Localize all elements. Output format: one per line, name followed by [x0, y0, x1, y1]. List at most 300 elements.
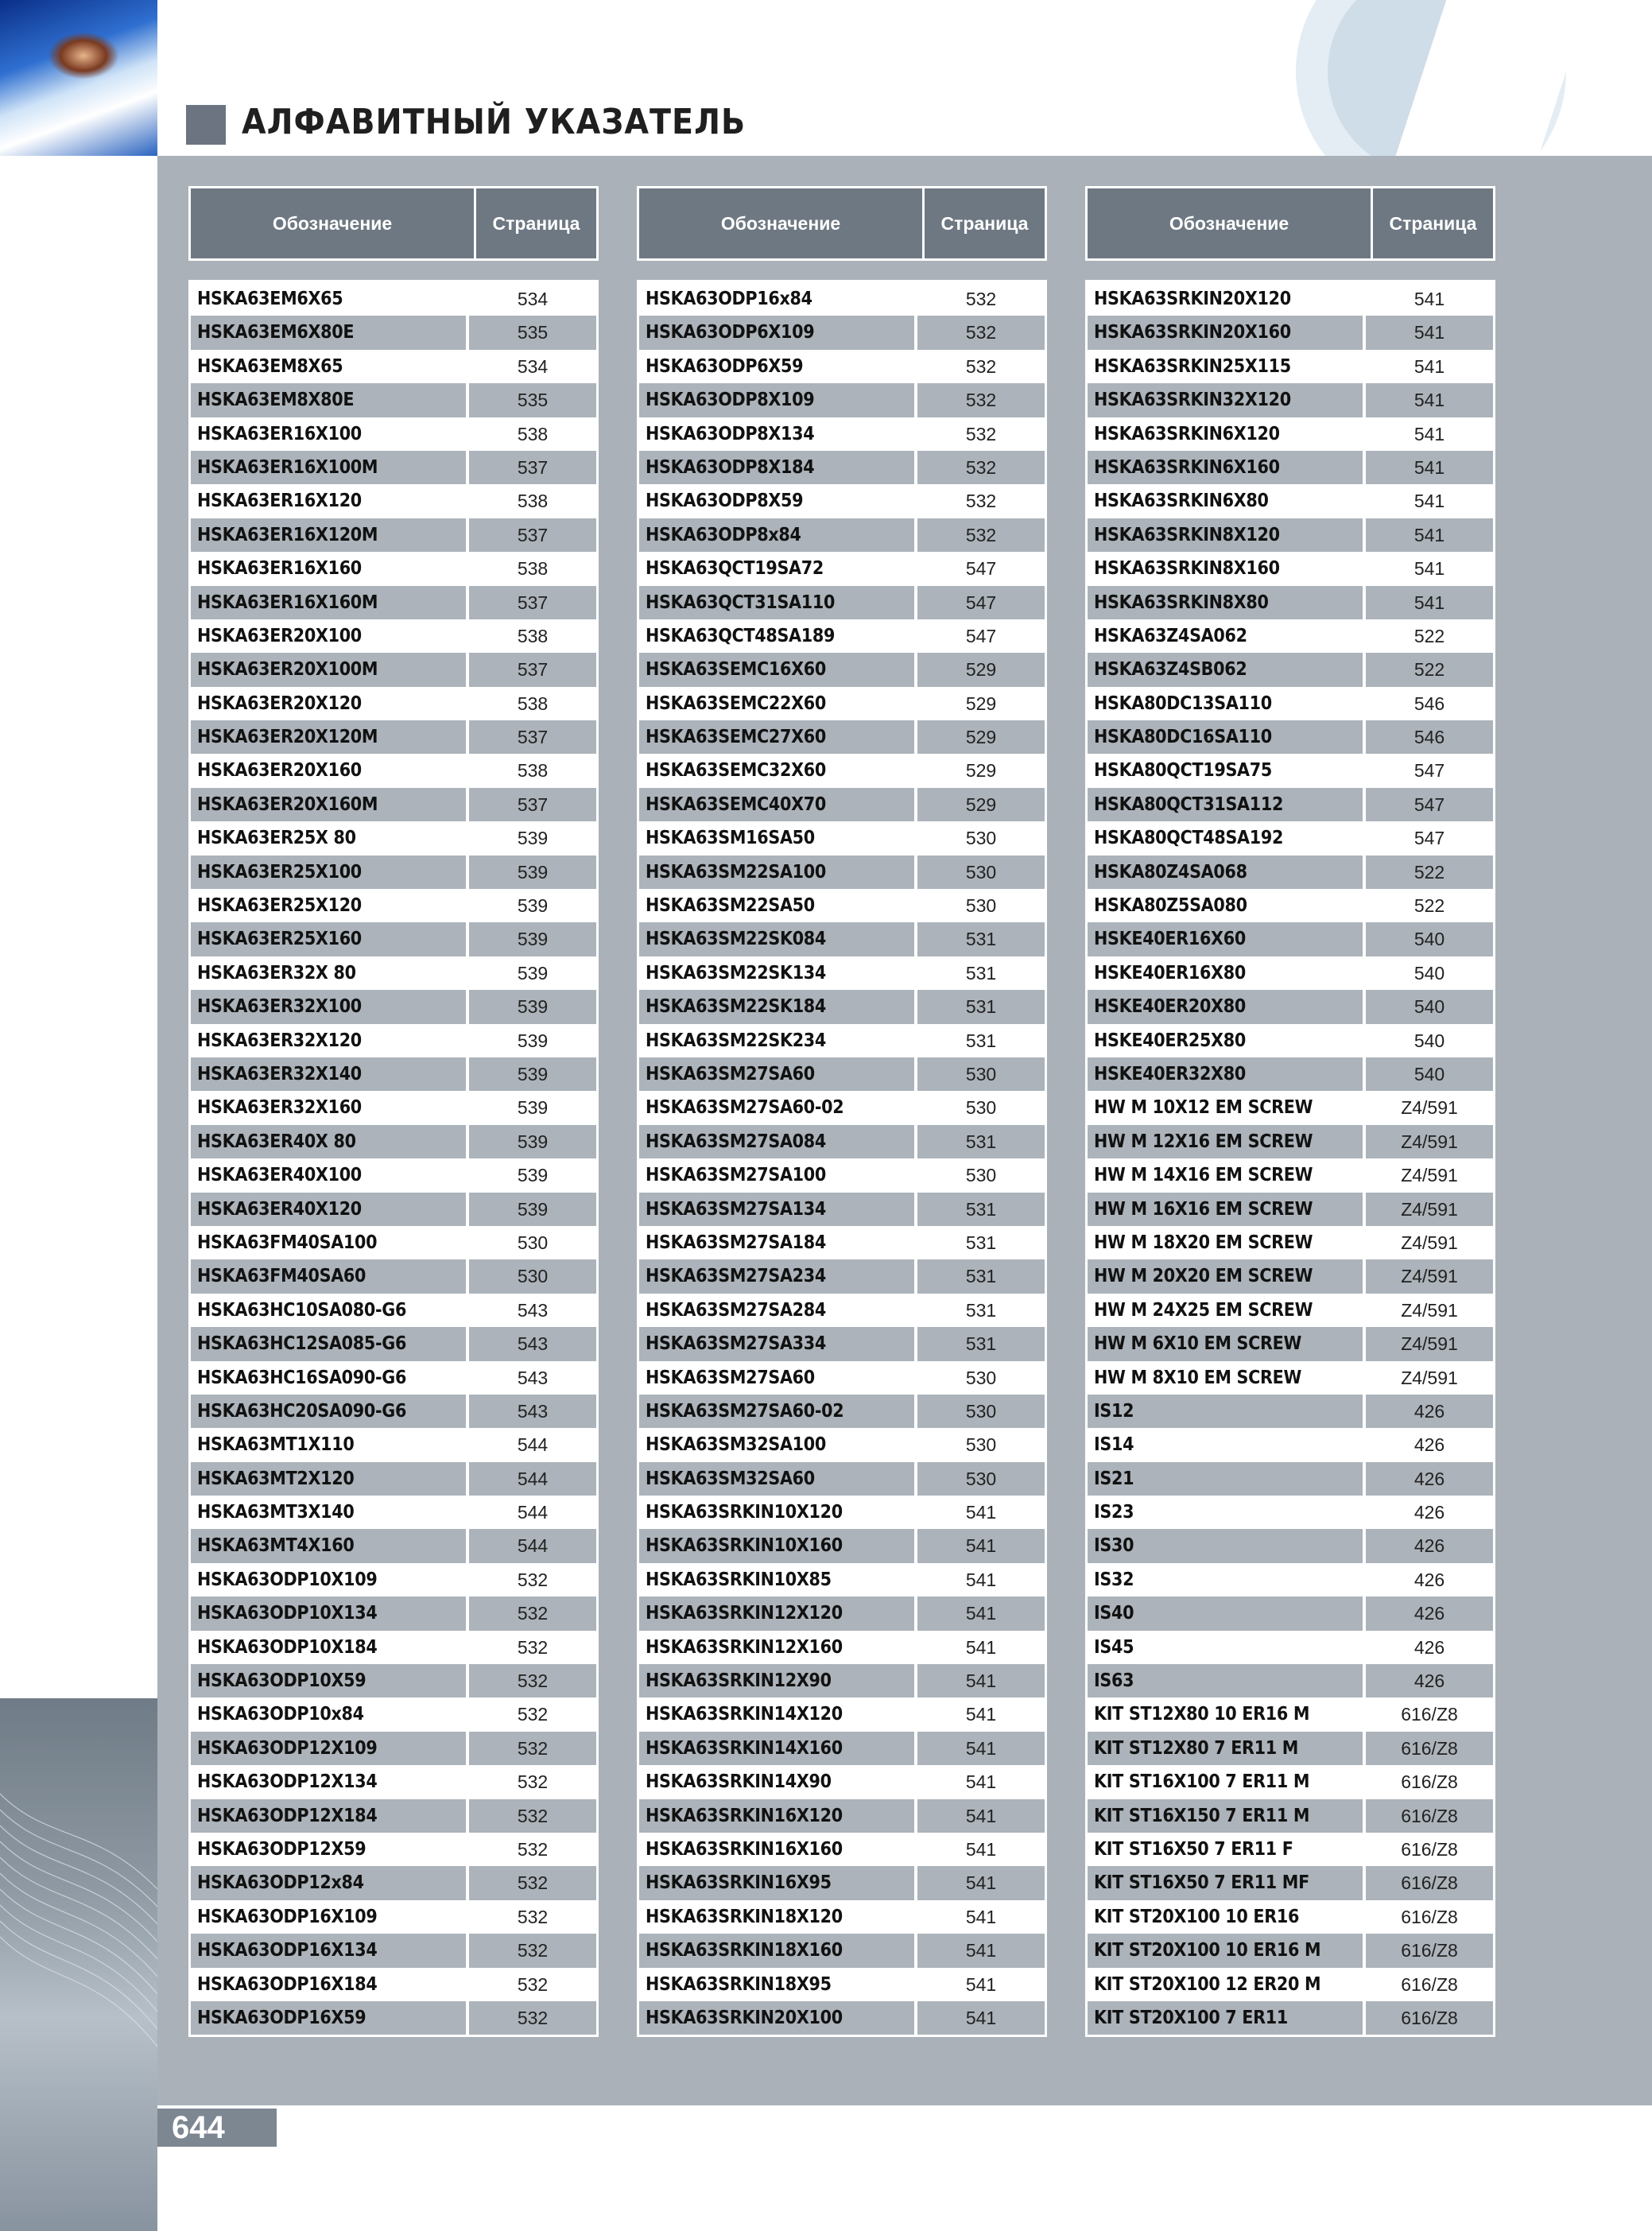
page-cell: 541: [914, 1597, 1045, 1630]
index-row: [639, 1732, 1045, 1765]
page-cell: Z4/591: [1363, 1327, 1493, 1360]
designation-cell: HSKA63HC16SA090-G6: [191, 1361, 466, 1395]
designation-cell: HSKA63SRKIN10X120: [639, 1496, 914, 1529]
designation-cell: HSKA63ER25X120: [191, 889, 466, 922]
index-row: [191, 1631, 596, 1664]
page-cell: 541: [914, 2001, 1045, 2035]
designation-cell: HSKA63SEMC40X70: [639, 788, 914, 821]
index-row: [639, 350, 1045, 383]
header-page: Страница: [1389, 212, 1477, 234]
index-row: [1088, 1428, 1493, 1461]
designation-cell: HSKA63SM27SA234: [639, 1259, 914, 1293]
designation-cell: HSKA63SRKIN10X160: [639, 1529, 914, 1562]
index-row: [639, 754, 1045, 787]
page-cell: 539: [466, 1193, 596, 1226]
index-row: [191, 383, 596, 417]
designation-cell: HSKA63QCT48SA189: [639, 619, 914, 653]
page-cell: 540: [1363, 1057, 1493, 1091]
header-page: Страница: [940, 212, 1029, 234]
index-row: [191, 1259, 596, 1293]
page-cell: Z4/591: [1363, 1158, 1493, 1192]
index-row: [1088, 687, 1493, 720]
index-row: [639, 383, 1045, 417]
page-cell: 541: [914, 1529, 1045, 1562]
index-row: [191, 1934, 596, 1967]
page-cell: 532: [914, 350, 1045, 383]
index-row: [1088, 282, 1493, 316]
designation-cell: HSKA63ODP10X184: [191, 1631, 466, 1664]
page-cell: 530: [466, 1226, 596, 1259]
index-row: [1088, 1226, 1493, 1259]
index-row: [1088, 1091, 1493, 1124]
designation-cell: HSKA63SM27SA100: [639, 1158, 914, 1192]
page-cell: 522: [1363, 889, 1493, 922]
designation-cell: KIT ST20X100 10 ER16 M: [1088, 1934, 1363, 1967]
index-row: [1088, 1193, 1493, 1226]
designation-cell: HSKA63ODP6X109: [639, 316, 914, 349]
designation-cell: KIT ST20X100 10 ER16: [1088, 1900, 1363, 1934]
page-cell: 530: [914, 1091, 1045, 1124]
index-row: [191, 1597, 596, 1630]
page-cell: 546: [1363, 687, 1493, 720]
index-row: [639, 1934, 1045, 1967]
page-cell: 541: [914, 1866, 1045, 1899]
page-cell: 616/Z8: [1363, 1799, 1493, 1833]
designation-cell: KIT ST16X100 7 ER11 M: [1088, 1765, 1363, 1798]
designation-cell: HSKA63ER16X120M: [191, 518, 466, 552]
index-row: [191, 1395, 596, 1428]
index-row: [1088, 1934, 1493, 1967]
index-row: [191, 922, 596, 956]
designation-cell: IS14: [1088, 1428, 1363, 1461]
page-cell: 426: [1363, 1597, 1493, 1630]
page-cell: 547: [914, 586, 1045, 619]
page-cell: 544: [466, 1496, 596, 1529]
designation-cell: HSKA63ODP6X59: [639, 350, 914, 383]
header-designation: Обозначение: [1088, 188, 1373, 258]
page-cell: 616/Z8: [1363, 1900, 1493, 1934]
page-cell: 532: [466, 1799, 596, 1833]
index-row: [1088, 1732, 1493, 1765]
designation-cell: HSKA63EM8X65: [191, 350, 466, 383]
designation-cell: HSKA63HC20SA090-G6: [191, 1395, 466, 1428]
designation-cell: HW M 6X10 EM SCREW: [1088, 1327, 1363, 1360]
page-cell: 541: [914, 1496, 1045, 1529]
index-row: [639, 1698, 1045, 1731]
index-row: [639, 1462, 1045, 1496]
designation-cell: HSKA63ER20X100: [191, 619, 466, 653]
designation-cell: HSKE40ER25X80: [1088, 1024, 1363, 1057]
index-row: [1088, 1327, 1493, 1360]
designation-cell: KIT ST16X50 7 ER11 MF: [1088, 1866, 1363, 1899]
page-cell: 532: [466, 1934, 596, 1967]
index-row: [191, 1057, 596, 1091]
page-cell: 532: [466, 1732, 596, 1765]
page-cell: 538: [466, 619, 596, 653]
page-cell: 541: [1363, 586, 1493, 619]
page-cell: 530: [914, 1462, 1045, 1496]
page-cell: Z4/591: [1363, 1361, 1493, 1395]
index-row: [1088, 451, 1493, 484]
designation-cell: HSKA63ODP10X134: [191, 1597, 466, 1630]
designation-cell: HSKA63ODP10X109: [191, 1563, 466, 1597]
designation-cell: HW M 8X10 EM SCREW: [1088, 1361, 1363, 1395]
index-row: [639, 1226, 1045, 1259]
designation-cell: HSKA63ODP8x84: [639, 518, 914, 552]
index-row: [1088, 1125, 1493, 1158]
index-row: [1088, 1799, 1493, 1833]
index-row: [1088, 552, 1493, 585]
index-row: [191, 990, 596, 1023]
index-rows: [637, 280, 1047, 2037]
index-row: [639, 821, 1045, 855]
index-row: [639, 1529, 1045, 1562]
index-row: [191, 1664, 596, 1698]
designation-cell: HSKA63ER16X120: [191, 484, 466, 518]
designation-cell: HSKA63SM22SK084: [639, 922, 914, 956]
index-row: [191, 788, 596, 821]
page-cell: 426: [1363, 1631, 1493, 1664]
page-cell: 546: [1363, 720, 1493, 754]
index-row: [191, 282, 596, 316]
designation-cell: HSKA63ER25X 80: [191, 821, 466, 855]
designation-cell: HSKA63SRKIN14X90: [639, 1765, 914, 1798]
designation-cell: HSKA63SM27SA60: [639, 1057, 914, 1091]
designation-cell: HSKA63SM27SA334: [639, 1327, 914, 1360]
page-cell: 541: [914, 1968, 1045, 2001]
designation-cell: HW M 24X25 EM SCREW: [1088, 1294, 1363, 1327]
index-row: [1088, 1698, 1493, 1731]
index-row: [1088, 1158, 1493, 1192]
designation-cell: HSKA63SRKIN32X120: [1088, 383, 1363, 417]
page-cell: 539: [466, 1158, 596, 1192]
page-cell: 539: [466, 1057, 596, 1091]
designation-cell: HSKA63FM40SA100: [191, 1226, 466, 1259]
designation-cell: HSKE40ER32X80: [1088, 1057, 1363, 1091]
index-row: [191, 451, 596, 484]
index-row: [191, 856, 596, 889]
index-row: [639, 1664, 1045, 1698]
index-row: [639, 1765, 1045, 1798]
index-row: [1088, 586, 1493, 619]
page-cell: 529: [914, 754, 1045, 787]
designation-cell: HSKA63ODP12X59: [191, 1833, 466, 1866]
page-cell: 547: [1363, 821, 1493, 855]
page-cell: 532: [466, 1833, 596, 1866]
index-row: [1088, 1563, 1493, 1597]
index-row: [191, 350, 596, 383]
page-cell: 541: [1363, 282, 1493, 316]
title-marker: [186, 105, 226, 145]
designation-cell: HSKA63SM16SA50: [639, 821, 914, 855]
index-row: [1088, 1900, 1493, 1934]
page-cell: 538: [466, 687, 596, 720]
index-row: [639, 720, 1045, 754]
designation-cell: HSKA63SRKIN12X120: [639, 1597, 914, 1630]
page-cell: 530: [914, 1395, 1045, 1428]
designation-cell: IS21: [1088, 1462, 1363, 1496]
index-row: [191, 1158, 596, 1192]
designation-cell: HSKA63SRKIN12X160: [639, 1631, 914, 1664]
index-row: [639, 518, 1045, 552]
index-row: [639, 889, 1045, 922]
index-column-3: [1085, 186, 1495, 2037]
designation-cell: HSKA63SEMC22X60: [639, 687, 914, 720]
page-cell: 531: [914, 1259, 1045, 1293]
page-cell: 531: [914, 922, 1045, 956]
designation-cell: HSKA63ER25X100: [191, 856, 466, 889]
corner-photo: [0, 0, 157, 156]
designation-cell: HSKA63MT2X120: [191, 1462, 466, 1496]
index-row: [1088, 1294, 1493, 1327]
index-row: [191, 1193, 596, 1226]
designation-cell: HW M 18X20 EM SCREW: [1088, 1226, 1363, 1259]
designation-cell: HSKA63SRKIN14X160: [639, 1732, 914, 1765]
index-row: [191, 1732, 596, 1765]
index-row: [1088, 1866, 1493, 1899]
page-cell: 531: [914, 1327, 1045, 1360]
index-row: [191, 1327, 596, 1360]
index-row: [191, 1462, 596, 1496]
index-row: [1088, 1765, 1493, 1798]
page-cell: 543: [466, 1361, 596, 1395]
index-row: [1088, 1057, 1493, 1091]
index-row: [1088, 990, 1493, 1023]
page-cell: 529: [914, 788, 1045, 821]
index-row: [639, 619, 1045, 653]
kitesurfer-image: [48, 32, 119, 80]
index-row: [191, 720, 596, 754]
index-row: [191, 1799, 596, 1833]
index-row: [1088, 350, 1493, 383]
page-cell: 537: [466, 586, 596, 619]
page-cell: 544: [466, 1428, 596, 1461]
designation-cell: HW M 14X16 EM SCREW: [1088, 1158, 1363, 1192]
designation-cell: IS32: [1088, 1563, 1363, 1597]
designation-cell: KIT ST12X80 10 ER16 M: [1088, 1698, 1363, 1731]
designation-cell: HSKA63SM22SA100: [639, 856, 914, 889]
index-row: [191, 417, 596, 451]
page-cell: 532: [914, 282, 1045, 316]
index-row: [1088, 922, 1493, 956]
index-row: [639, 1866, 1045, 1899]
page-cell: Z4/591: [1363, 1125, 1493, 1158]
designation-cell: HSKA63Z4SB062: [1088, 653, 1363, 686]
page-cell: 539: [466, 889, 596, 922]
page-cell: 539: [466, 1091, 596, 1124]
designation-cell: HSKA63ER40X120: [191, 1193, 466, 1226]
designation-cell: HSKA63SM27SA60: [639, 1361, 914, 1395]
page-cell: Z4/591: [1363, 1294, 1493, 1327]
page-cell: 529: [914, 653, 1045, 686]
page-cell: 531: [914, 956, 1045, 990]
index-row: [639, 282, 1045, 316]
designation-cell: HSKA63ER16X100M: [191, 451, 466, 484]
index-row: [1088, 653, 1493, 686]
index-row: [1088, 1259, 1493, 1293]
index-row: [639, 1057, 1045, 1091]
designation-cell: HSKA63ER32X100: [191, 990, 466, 1023]
designation-cell: HSKA63ER32X 80: [191, 956, 466, 990]
index-row: [191, 1226, 596, 1259]
index-row: [191, 1900, 596, 1934]
page-cell: 532: [466, 1698, 596, 1731]
page-cell: 616/Z8: [1363, 1968, 1493, 2001]
index-row: [191, 1024, 596, 1057]
designation-cell: IS45: [1088, 1631, 1363, 1664]
index-row: [191, 1091, 596, 1124]
designation-cell: HSKA63SM27SA184: [639, 1226, 914, 1259]
page-cell: 530: [466, 1259, 596, 1293]
page-cell: 531: [914, 1294, 1045, 1327]
designation-cell: HSKA63SRKIN14X120: [639, 1698, 914, 1731]
index-row: [1088, 316, 1493, 349]
index-row: [639, 956, 1045, 990]
designation-cell: HSKA63EM8X80E: [191, 383, 466, 417]
page-cell: 532: [914, 451, 1045, 484]
designation-cell: HSKA63SRKIN18X95: [639, 1968, 914, 2001]
designation-cell: HSKA63MT1X110: [191, 1428, 466, 1461]
index-row: [639, 1597, 1045, 1630]
page-cell: 541: [914, 1900, 1045, 1934]
index-row: [191, 2001, 596, 2035]
designation-cell: HSKA63ODP12X184: [191, 1799, 466, 1833]
index-row: [191, 1361, 596, 1395]
page-cell: 530: [914, 1428, 1045, 1461]
designation-cell: HSKA63ER25X160: [191, 922, 466, 956]
page-cell: 616/Z8: [1363, 1934, 1493, 1967]
page-cell: 530: [914, 856, 1045, 889]
designation-cell: HSKA63SRKIN18X160: [639, 1934, 914, 1967]
designation-cell: HW M 16X16 EM SCREW: [1088, 1193, 1363, 1226]
index-row: [639, 1125, 1045, 1158]
index-row: [191, 687, 596, 720]
page-cell: 534: [466, 282, 596, 316]
designation-cell: HSKA63Z4SA062: [1088, 619, 1363, 653]
page-cell: 538: [466, 484, 596, 518]
page-cell: 537: [466, 788, 596, 821]
designation-cell: HSKA63FM40SA60: [191, 1259, 466, 1293]
header-page: Страница: [492, 212, 580, 234]
designation-cell: HSKA63SRKIN10X85: [639, 1563, 914, 1597]
page-cell: 541: [1363, 316, 1493, 349]
index-row: [639, 1158, 1045, 1192]
designation-cell: HSKA63SRKIN6X160: [1088, 451, 1363, 484]
designation-cell: HSKA63ER40X100: [191, 1158, 466, 1192]
index-row: [639, 1361, 1045, 1395]
page-cell: 530: [914, 1361, 1045, 1395]
page-cell: 535: [466, 383, 596, 417]
left-margin: [0, 156, 157, 1698]
page-cell: 522: [1363, 653, 1493, 686]
designation-cell: HSKA63ER20X120: [191, 687, 466, 720]
page-cell: 531: [914, 1193, 1045, 1226]
index-row: [191, 1496, 596, 1529]
designation-cell: HSKA63SRKIN6X80: [1088, 484, 1363, 518]
page-cell: 532: [466, 2001, 596, 2035]
designation-cell: HSKA63SEMC32X60: [639, 754, 914, 787]
page-cell: 539: [466, 922, 596, 956]
designation-cell: HSKA63ER16X100: [191, 417, 466, 451]
index-row: [639, 1294, 1045, 1327]
page-cell: 544: [466, 1462, 596, 1496]
designation-cell: HSKA63SRKIN20X100: [639, 2001, 914, 2035]
page-cell: 522: [1363, 856, 1493, 889]
index-row: [191, 1968, 596, 2001]
index-row: [639, 417, 1045, 451]
index-row: [639, 1563, 1045, 1597]
index-row: [1088, 484, 1493, 518]
index-row: [1088, 1664, 1493, 1698]
designation-cell: HSKA63SM27SA284: [639, 1294, 914, 1327]
designation-cell: HSKA63SM22SK184: [639, 990, 914, 1023]
page-cell: 541: [914, 1833, 1045, 1866]
index-row: [639, 856, 1045, 889]
page-cell: 616/Z8: [1363, 1732, 1493, 1765]
index-row: [191, 316, 596, 349]
designation-cell: HSKA63SM22SK234: [639, 1024, 914, 1057]
index-row: [191, 653, 596, 686]
designation-cell: HSKE40ER20X80: [1088, 990, 1363, 1023]
designation-cell: IS23: [1088, 1496, 1363, 1529]
designation-cell: HSKA63SRKIN20X120: [1088, 282, 1363, 316]
page-cell: 547: [914, 619, 1045, 653]
index-row: [1088, 383, 1493, 417]
page-title: АЛФАВИТНЫЙ УКАЗАТЕЛЬ: [242, 102, 747, 142]
page-cell: 543: [466, 1294, 596, 1327]
page-cell: 529: [914, 720, 1045, 754]
index-row: [639, 2001, 1045, 2035]
designation-cell: HSKA63SM32SA60: [639, 1462, 914, 1496]
column-header: [188, 186, 599, 261]
index-row: [1088, 619, 1493, 653]
designation-cell: HSKA80DC16SA110: [1088, 720, 1363, 754]
designation-cell: HSKA63SM27SA60-02: [639, 1395, 914, 1428]
designation-cell: KIT ST20X100 12 ER20 M: [1088, 1968, 1363, 2001]
index-row: [639, 1631, 1045, 1664]
index-row: [191, 1866, 596, 1899]
wave-decoration: [0, 1698, 157, 2231]
page-cell: 532: [466, 1765, 596, 1798]
page-cell: 539: [466, 990, 596, 1023]
page-cell: 541: [914, 1765, 1045, 1798]
page-cell: 541: [1363, 451, 1493, 484]
designation-cell: HSKA63ODP16X134: [191, 1934, 466, 1967]
index-row: [191, 552, 596, 585]
index-row: [191, 1125, 596, 1158]
page-cell: 616/Z8: [1363, 1698, 1493, 1731]
index-row: [639, 922, 1045, 956]
index-row: [639, 451, 1045, 484]
designation-cell: HSKA63ODP16X184: [191, 1968, 466, 2001]
designation-cell: HSKA63QCT31SA110: [639, 586, 914, 619]
designation-cell: HSKA63ODP16x84: [639, 282, 914, 316]
page-cell: 426: [1363, 1395, 1493, 1428]
page-cell: 539: [466, 1024, 596, 1057]
index-row: [1088, 1631, 1493, 1664]
designation-cell: HSKA63EM6X65: [191, 282, 466, 316]
index-rows: [1085, 280, 1495, 2037]
designation-cell: HSKA63SRKIN16X160: [639, 1833, 914, 1866]
designation-cell: HSKA63ER32X160: [191, 1091, 466, 1124]
page-cell: 532: [914, 316, 1045, 349]
page-cell: 426: [1363, 1428, 1493, 1461]
index-row: [191, 1428, 596, 1461]
designation-cell: HSKA63ODP8X59: [639, 484, 914, 518]
page-cell: 547: [914, 552, 1045, 585]
index-row: [1088, 417, 1493, 451]
page-cell: 541: [1363, 417, 1493, 451]
